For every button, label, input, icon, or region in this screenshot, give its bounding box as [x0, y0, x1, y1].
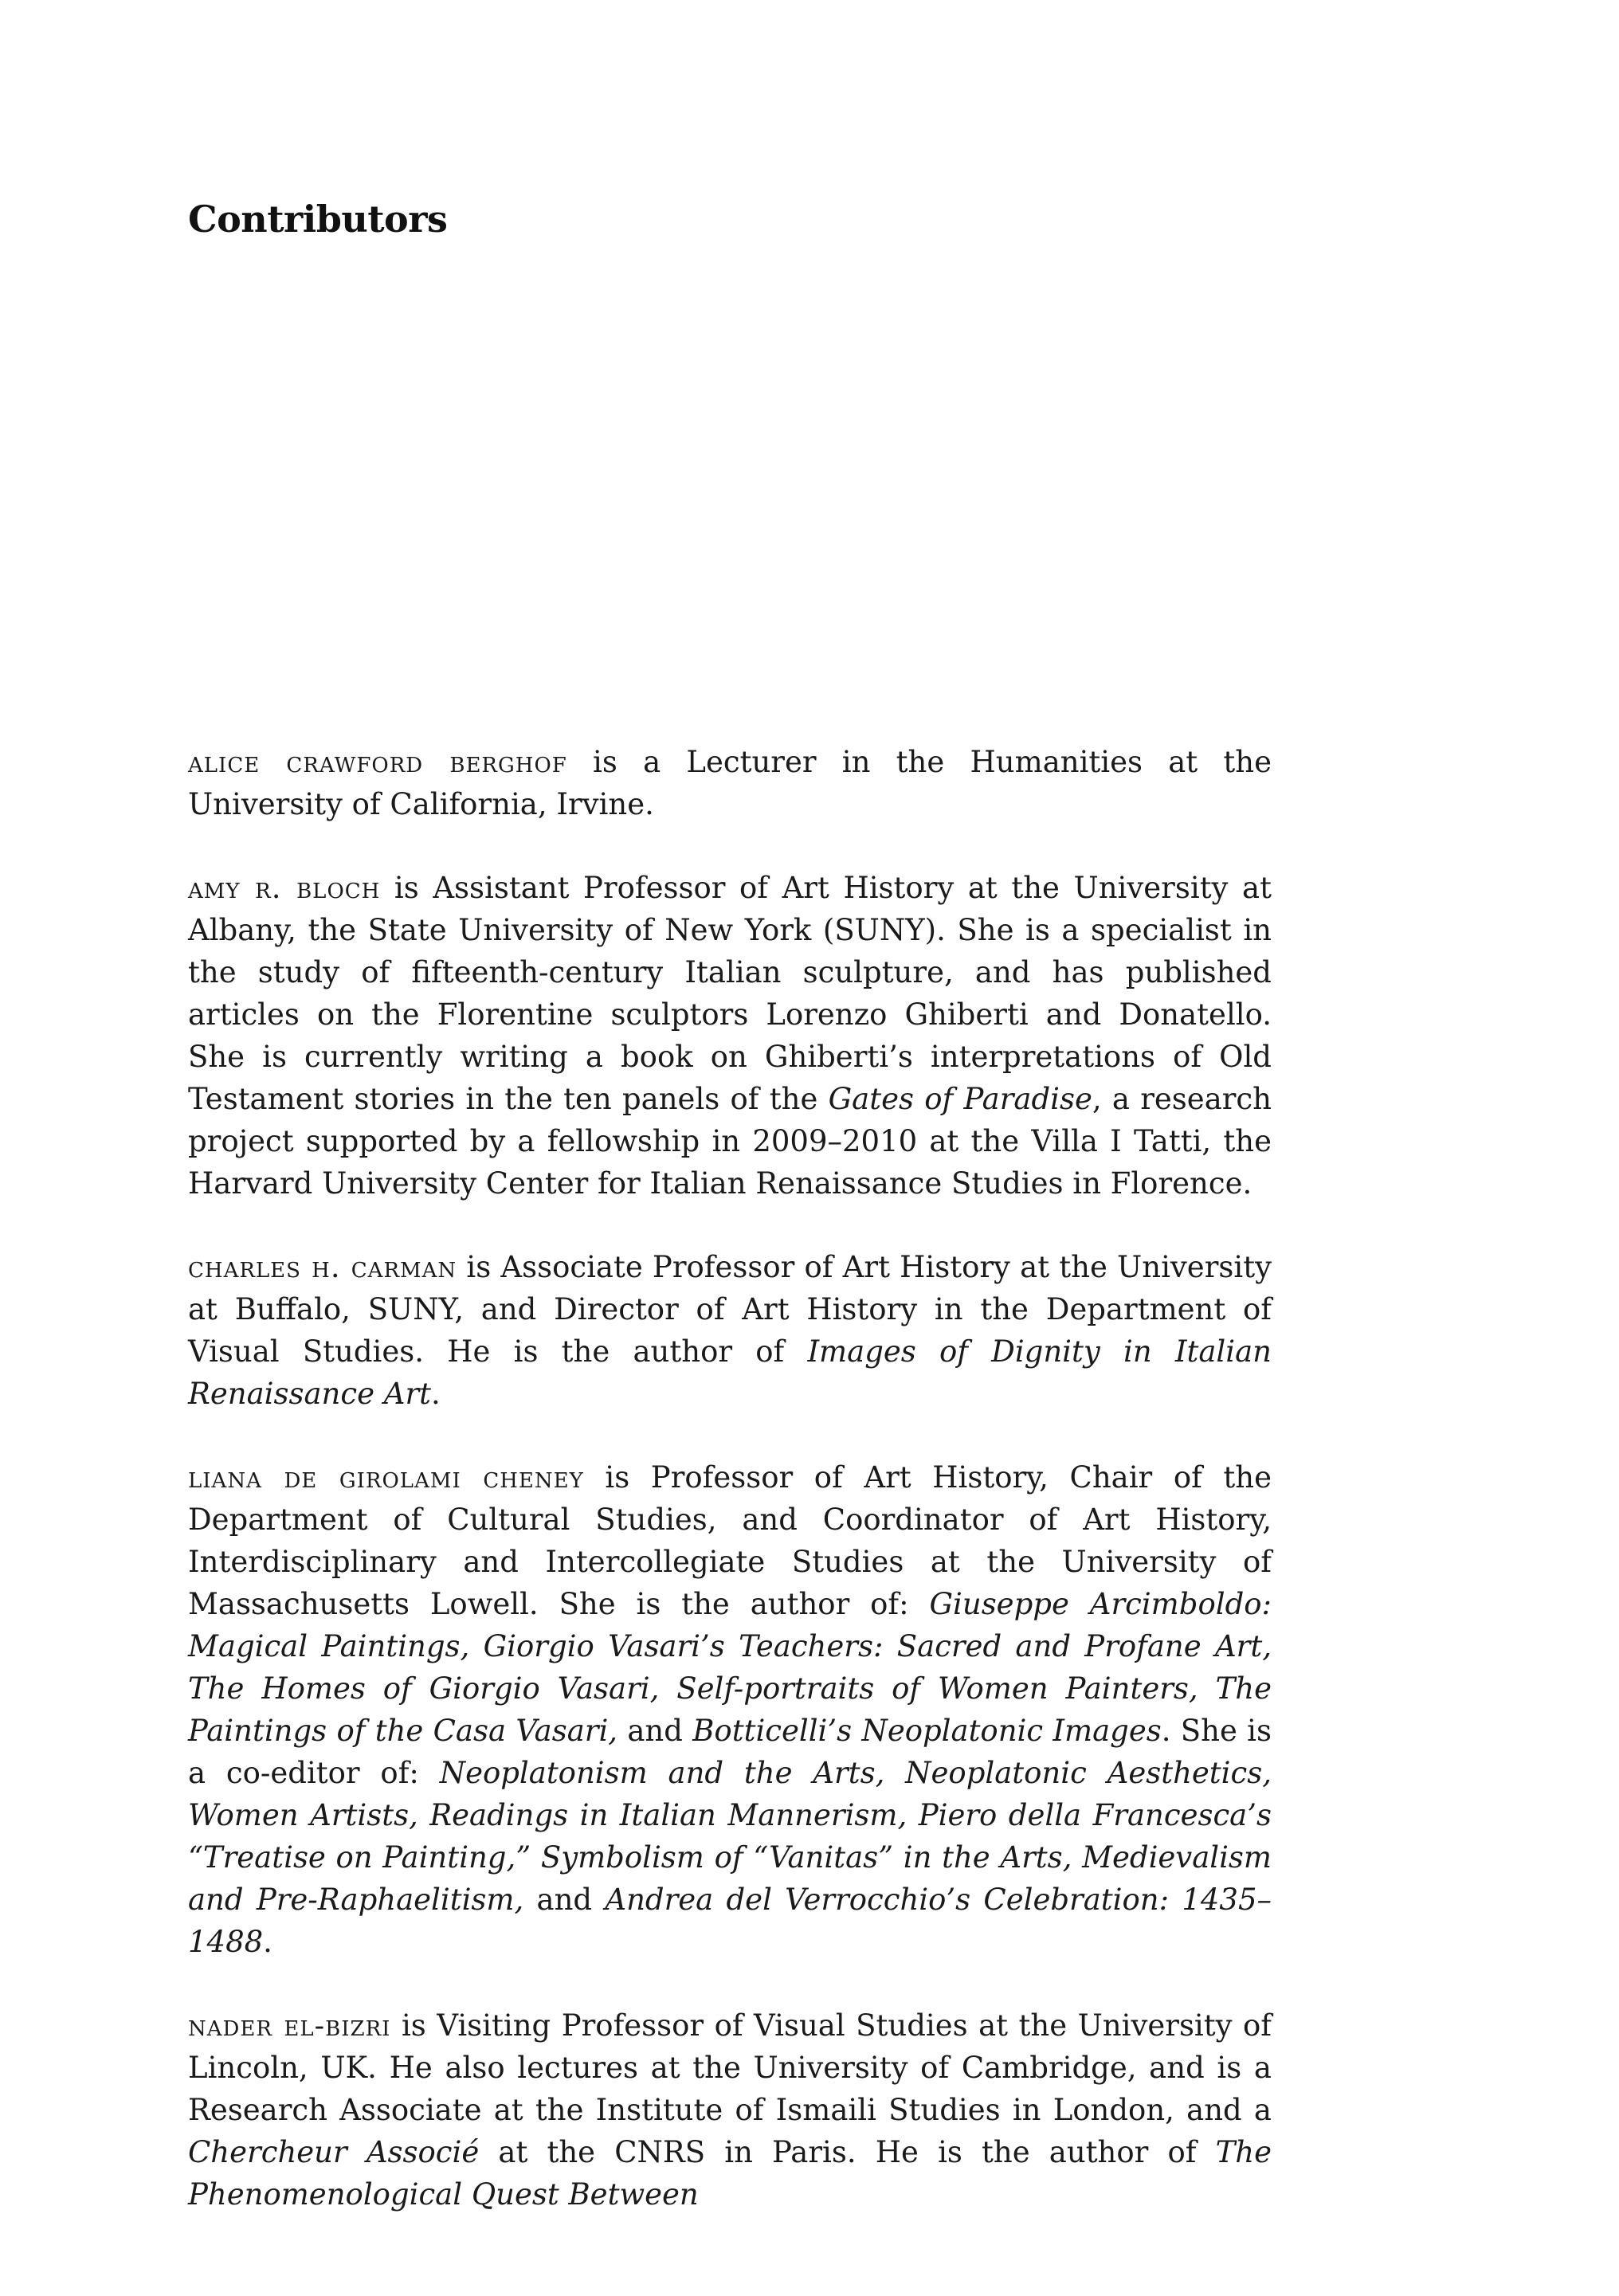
contributor-bio: . She is a co-editor of:	[188, 1714, 1272, 1790]
work-title: The Phenomenological Quest Between	[188, 2135, 1272, 2212]
contributor-bio: is a Lecturer in the Humanities at the University of California, Irvine.	[188, 745, 1272, 821]
contributors-list	[188, 741, 1272, 2216]
contributor-entry	[188, 1456, 1272, 1963]
contributor-bio: is Associate Professor of Art History at the University at Buffalo, SUNY, and Director of Art History in the Department of Visual Studies. He is the author of	[188, 1250, 1272, 1369]
work-title: Gates of Paradise	[828, 1082, 1092, 1116]
contributor-entry	[188, 1246, 1272, 1415]
contributor-entry	[188, 867, 1272, 1205]
page-title: Contributors	[188, 198, 448, 241]
contributor-entry	[188, 741, 1272, 825]
contributor-bio: is Professor of Art History, Chair of the Department of Cultural Studies, and Coordinator of Art History, Interdisciplinary and Intercollegiate Studies at the University of Massachusetts Lowell. She is the author of:	[188, 1460, 1272, 1621]
contributor-bio: and	[523, 1883, 606, 1917]
contributor-name: amy r. bloch	[188, 871, 381, 905]
contributor-name: nader el-bizri	[188, 2008, 391, 2043]
work-title: Andrea del Verrocchio’s Celebration: 1435–1488	[188, 1883, 1272, 1959]
contributor-name: alice crawford berghof	[188, 745, 567, 779]
contributor-entry	[188, 2004, 1272, 2216]
contributor-name: charles h. carman	[188, 1250, 457, 1284]
contributor-bio: .	[263, 1925, 272, 1959]
work-title: Chercheur Associé	[188, 2135, 480, 2169]
contributor-bio: and	[617, 1714, 693, 1748]
contributor-bio: .	[431, 1377, 441, 1411]
contributor-bio: at the CNRS in Paris. He is the author of	[479, 2135, 1216, 2169]
work-title: Giuseppe Arcimboldo: Magical Paintings, Giorgio Vasari’s Teachers: Sacred and Profane Art, The Homes of Giorgio Vasari, Self-portraits of Women Painters, The Paintings of the Casa Vasari,	[188, 1587, 1272, 1748]
contributor-bio: , a research project supported by a fellowship in 2009–2010 at the Villa I Tatti, the Harvard University Center for Italian Renaissance Studies in Florence.	[188, 1082, 1272, 1201]
work-title: Neoplatonism and the Arts, Neoplatonic Aesthetics, Women Artists, Readings in Italian Mannerism, Piero della Francesca’s “Treatise on Painting,” Symbolism of “Vanitas” in the Arts, Medievalism and Pre-Raphaelitism,	[188, 1756, 1272, 1917]
work-title: Images of Dignity in Italian Renaissance Art	[188, 1334, 1272, 1411]
work-title: Botticelli’s Neoplatonic Images	[692, 1714, 1162, 1748]
contributor-name: liana de girolami cheney	[188, 1460, 584, 1495]
contributor-bio: is Assistant Professor of Art History at the University at Albany, the State University of New York (SUNY). She is a specialist in the study of fifteenth-century Italian sculpture, and has published articles on the Florentine sculptors Lorenzo Ghiberti and Donatello. She is currently writing a book on Ghiberti’s interpretations of Old Testament stories in the ten panels of the	[188, 871, 1272, 1116]
contributor-bio: is Visiting Professor of Visual Studies at the University of Lincoln, UK. He also lectures at the University of Cambridge, and is a Research Associate at the Institute of Ismaili Studies in London, and a	[188, 2008, 1272, 2127]
